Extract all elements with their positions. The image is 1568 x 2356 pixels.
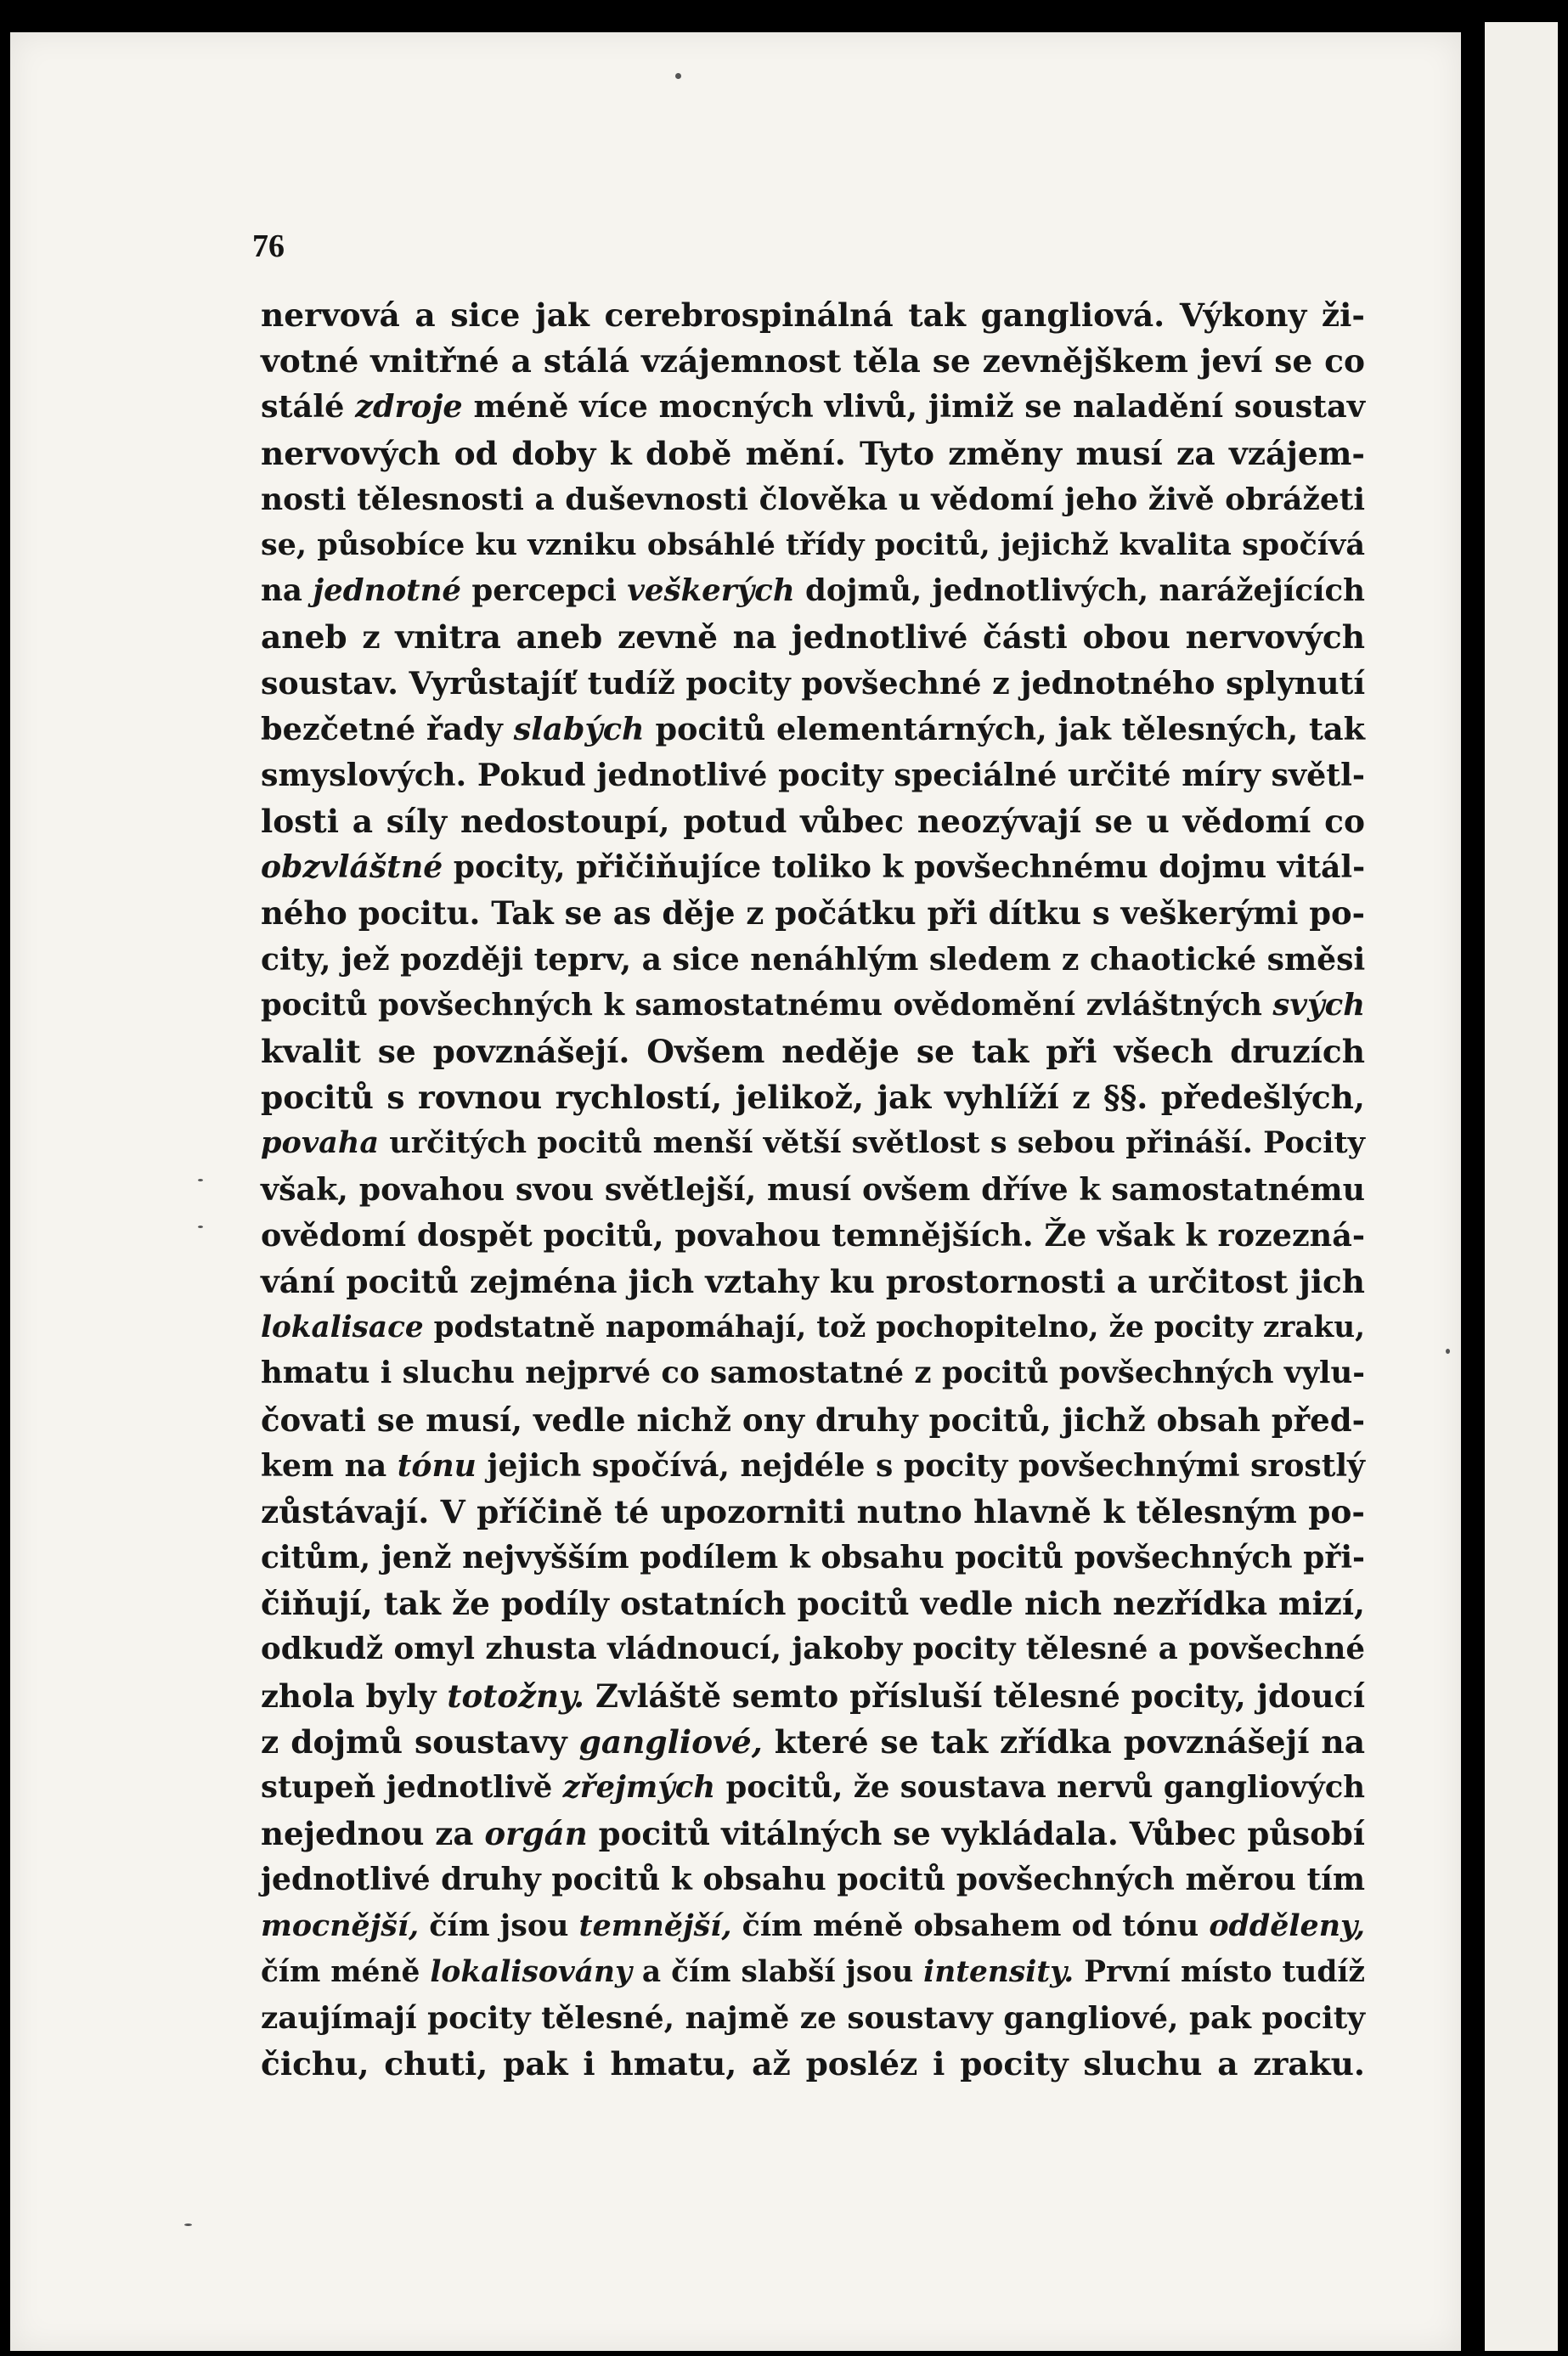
italic-text-segment: intensity. bbox=[923, 1954, 1074, 1989]
text-line bbox=[261, 890, 1365, 936]
text-segment: stálé bbox=[261, 388, 356, 426]
italic-text-segment: povaha bbox=[261, 1125, 380, 1161]
text-line bbox=[261, 1167, 1365, 1213]
text-segment: dojmů, jednotlivých, narážejících bbox=[794, 573, 1365, 609]
text-line bbox=[261, 1719, 1365, 1765]
adjacent-page-edge bbox=[1485, 22, 1558, 2351]
text-segment: však, povahou svou světlejší, musí ovšem dříve k samostatnému bbox=[261, 1170, 1365, 1208]
text-segment: určitých pocitů menší větší světlost s sebou přináší. Pocity bbox=[379, 1125, 1365, 1161]
text-line bbox=[261, 1949, 1365, 1995]
italic-text-segment: zřejmých bbox=[562, 1770, 716, 1805]
text-line bbox=[261, 1903, 1365, 1949]
italic-text-segment: lokalisace bbox=[261, 1310, 424, 1345]
text-line bbox=[261, 568, 1365, 614]
text-line bbox=[261, 1581, 1365, 1626]
text-line bbox=[261, 1673, 1365, 1719]
text-segment: bezčetné řady bbox=[261, 710, 514, 747]
text-line bbox=[261, 2041, 1365, 2087]
text-segment: na bbox=[261, 573, 313, 609]
text-segment: čím méně obsahem od tónu bbox=[731, 1908, 1210, 1943]
text-segment: pocitů povšechných k samostatnému ovědomění zvláštných bbox=[261, 987, 1273, 1023]
text-segment: nervová a sice jak cerebrospinálná tak gangliová. Výkony ži- bbox=[261, 296, 1365, 334]
italic-text-segment: mocnější, bbox=[261, 1908, 420, 1943]
text-line bbox=[261, 1995, 1365, 2041]
text-segment: odkudž omyl zhusta vládnoucí, jakoby pocity tělesné a povšechné bbox=[261, 1632, 1365, 1667]
italic-text-segment: gangliové, bbox=[578, 1722, 763, 1761]
text-line bbox=[261, 476, 1365, 522]
text-segment: se, působíce ku vzniku obsáhlé třídy pocitů, jejichž kvalita spočívá bbox=[261, 527, 1365, 562]
book-page bbox=[10, 32, 1461, 2351]
text-segment: méně více mocných vlivů, jimiž se naladění soustav bbox=[462, 388, 1366, 426]
text-segment: losti a síly nedostoupí, potud vůbec neozývají se u vědomí co bbox=[261, 803, 1365, 841]
text-line bbox=[261, 1305, 1365, 1350]
ink-speck bbox=[198, 1226, 203, 1228]
text-line bbox=[261, 707, 1365, 752]
text-segment: vání pocitů zejména jich vztahy ku prostornosti a určitost jich bbox=[261, 1262, 1365, 1300]
text-line bbox=[261, 1443, 1365, 1489]
text-line bbox=[261, 1626, 1365, 1672]
text-line bbox=[261, 1857, 1365, 1902]
text-segment: čiňují, tak že podíly ostatních pocitů vedle nich nezřídka mizí, bbox=[261, 1585, 1365, 1623]
text-segment: kem na bbox=[261, 1446, 398, 1484]
text-segment: votné vnitřné a stálá vzájemnost těla se zevnějškem jeví se co bbox=[261, 342, 1365, 380]
text-line bbox=[261, 1120, 1365, 1166]
text-segment: podstatně napomáhají, tož pochopitelno, že pocity zraku, bbox=[423, 1310, 1365, 1345]
text-segment: ného pocitu. Tak se as děje z počátku při dítku s veškerými po- bbox=[261, 894, 1365, 933]
text-line bbox=[261, 1765, 1365, 1811]
text-line bbox=[261, 292, 1365, 338]
ink-speck bbox=[184, 2224, 192, 2226]
italic-text-segment: orgán bbox=[484, 1815, 588, 1853]
text-line bbox=[261, 661, 1365, 707]
italic-text-segment: zdroje bbox=[355, 388, 463, 426]
text-line bbox=[261, 983, 1365, 1029]
text-segment: smyslových. Pokud jednotlivé pocity speciálné určité míry světl- bbox=[261, 756, 1365, 793]
text-segment: nervových od doby k době mění. Tyto změny musí za vzájem- bbox=[261, 434, 1365, 472]
page-number: 76 bbox=[252, 228, 285, 264]
italic-text-segment: tónu bbox=[397, 1446, 477, 1484]
text-line bbox=[261, 752, 1365, 798]
text-segment: čovati se musí, vedle nichž ony druhy pocitů, jichž obsah před- bbox=[261, 1401, 1365, 1439]
italic-text-segment: lokalisovány bbox=[430, 1954, 632, 1989]
text-segment: citům, jenž nejvyšším podílem k obsahu pocitů povšechných při- bbox=[261, 1539, 1365, 1576]
text-segment: zhola byly bbox=[261, 1677, 448, 1715]
text-line bbox=[261, 937, 1365, 983]
italic-text-segment: slabých bbox=[513, 710, 645, 747]
text-segment: pocity, přičiňujíce toliko k povšechnému dojmu vitál- bbox=[443, 848, 1366, 886]
text-line bbox=[261, 522, 1365, 568]
text-line bbox=[261, 338, 1365, 384]
text-segment: čím jsou bbox=[419, 1908, 579, 1943]
text-segment: čichu, chuti, pak i hmatu, až posléz i pocity sluchu a zraku. bbox=[261, 2045, 1365, 2083]
text-line bbox=[261, 1535, 1365, 1581]
text-segment: aneb z vnitra aneb zevně na jednotlivé části obou nervových bbox=[261, 618, 1365, 657]
text-line bbox=[261, 1074, 1365, 1120]
text-segment: zůstávají. V příčině té upozorniti nutno hlavně k tělesným po- bbox=[261, 1492, 1365, 1530]
text-segment: První místo tudíž bbox=[1074, 1954, 1365, 1989]
text-line bbox=[261, 1811, 1365, 1857]
text-segment: ovědomí dospět pocitů, povahou temnějších. Že však k rozezná- bbox=[261, 1216, 1365, 1254]
text-line bbox=[261, 1213, 1365, 1259]
italic-text-segment: odděleny, bbox=[1209, 1908, 1365, 1943]
italic-text-segment: veškerých bbox=[627, 573, 795, 609]
text-line bbox=[261, 384, 1365, 430]
text-segment: jejich spočívá, nejdéle s pocity povšechnými srostlý bbox=[476, 1446, 1365, 1484]
text-segment: Zvláště semto přísluší tělesné pocity, jdoucí bbox=[584, 1677, 1366, 1715]
text-segment: pocitů vitálných se vykládala. Vůbec působí bbox=[587, 1815, 1365, 1853]
text-segment: čím méně bbox=[261, 1954, 431, 1989]
text-segment: soustav. Vyrůstajíť tudíž pocity povšechné z jednotného splynutí bbox=[261, 664, 1366, 702]
text-segment: stupeň jednotlivě bbox=[261, 1770, 563, 1805]
italic-text-segment: totožny. bbox=[447, 1677, 585, 1715]
text-segment: a čím slabší jsou bbox=[631, 1954, 924, 1989]
text-segment: pocitů elementárných, jak tělesných, tak bbox=[644, 710, 1366, 747]
ink-speck bbox=[675, 73, 681, 79]
text-segment: hmatu i sluchu nejprvé co samostatné z pocitů povšechných vylu- bbox=[261, 1356, 1365, 1391]
text-line bbox=[261, 798, 1365, 844]
text-line bbox=[261, 1350, 1365, 1396]
text-segment: kvalit se povznášejí. Ovšem neděje se tak při všech druzích bbox=[261, 1033, 1365, 1070]
ink-speck bbox=[198, 1179, 203, 1181]
text-segment: jednotlivé druhy pocitů k obsahu pocitů povšechných měrou tím bbox=[261, 1861, 1365, 1898]
italic-text-segment: jednotné bbox=[313, 573, 462, 609]
text-line bbox=[261, 1397, 1365, 1443]
text-segment: pocitů, že soustava nervů gangliových bbox=[715, 1770, 1366, 1805]
text-segment: percepci bbox=[461, 573, 628, 609]
text-segment: které se tak zřídka povznášejí na bbox=[762, 1722, 1365, 1761]
text-segment: pocitů s rovnou rychlostí, jelikož, jak vyhlíží z §§. předešlých, bbox=[261, 1079, 1365, 1117]
italic-text-segment: obzvláštné bbox=[261, 848, 443, 886]
text-line bbox=[261, 614, 1365, 660]
text-line bbox=[261, 1029, 1365, 1074]
text-line bbox=[261, 1259, 1365, 1305]
text-segment: z dojmů soustavy bbox=[261, 1722, 579, 1761]
text-line bbox=[261, 844, 1365, 890]
text-line bbox=[261, 1489, 1365, 1535]
body-text bbox=[261, 292, 1365, 2087]
ink-speck bbox=[1446, 1349, 1450, 1354]
text-segment: nosti tělesnosti a duševnosti člověka u vědomí jeho živě obrážeti bbox=[261, 481, 1365, 517]
italic-text-segment: temnější, bbox=[578, 1908, 732, 1943]
text-segment: zaujímají pocity tělesné, najmě ze soustavy gangliové, pak pocity bbox=[261, 1999, 1365, 2036]
text-line bbox=[261, 431, 1365, 476]
text-segment: nejednou za bbox=[261, 1815, 485, 1853]
italic-text-segment: svých bbox=[1272, 987, 1365, 1023]
text-segment: city, jež později teprv, a sice nenáhlým sledem z chaotické směsi bbox=[261, 940, 1366, 978]
